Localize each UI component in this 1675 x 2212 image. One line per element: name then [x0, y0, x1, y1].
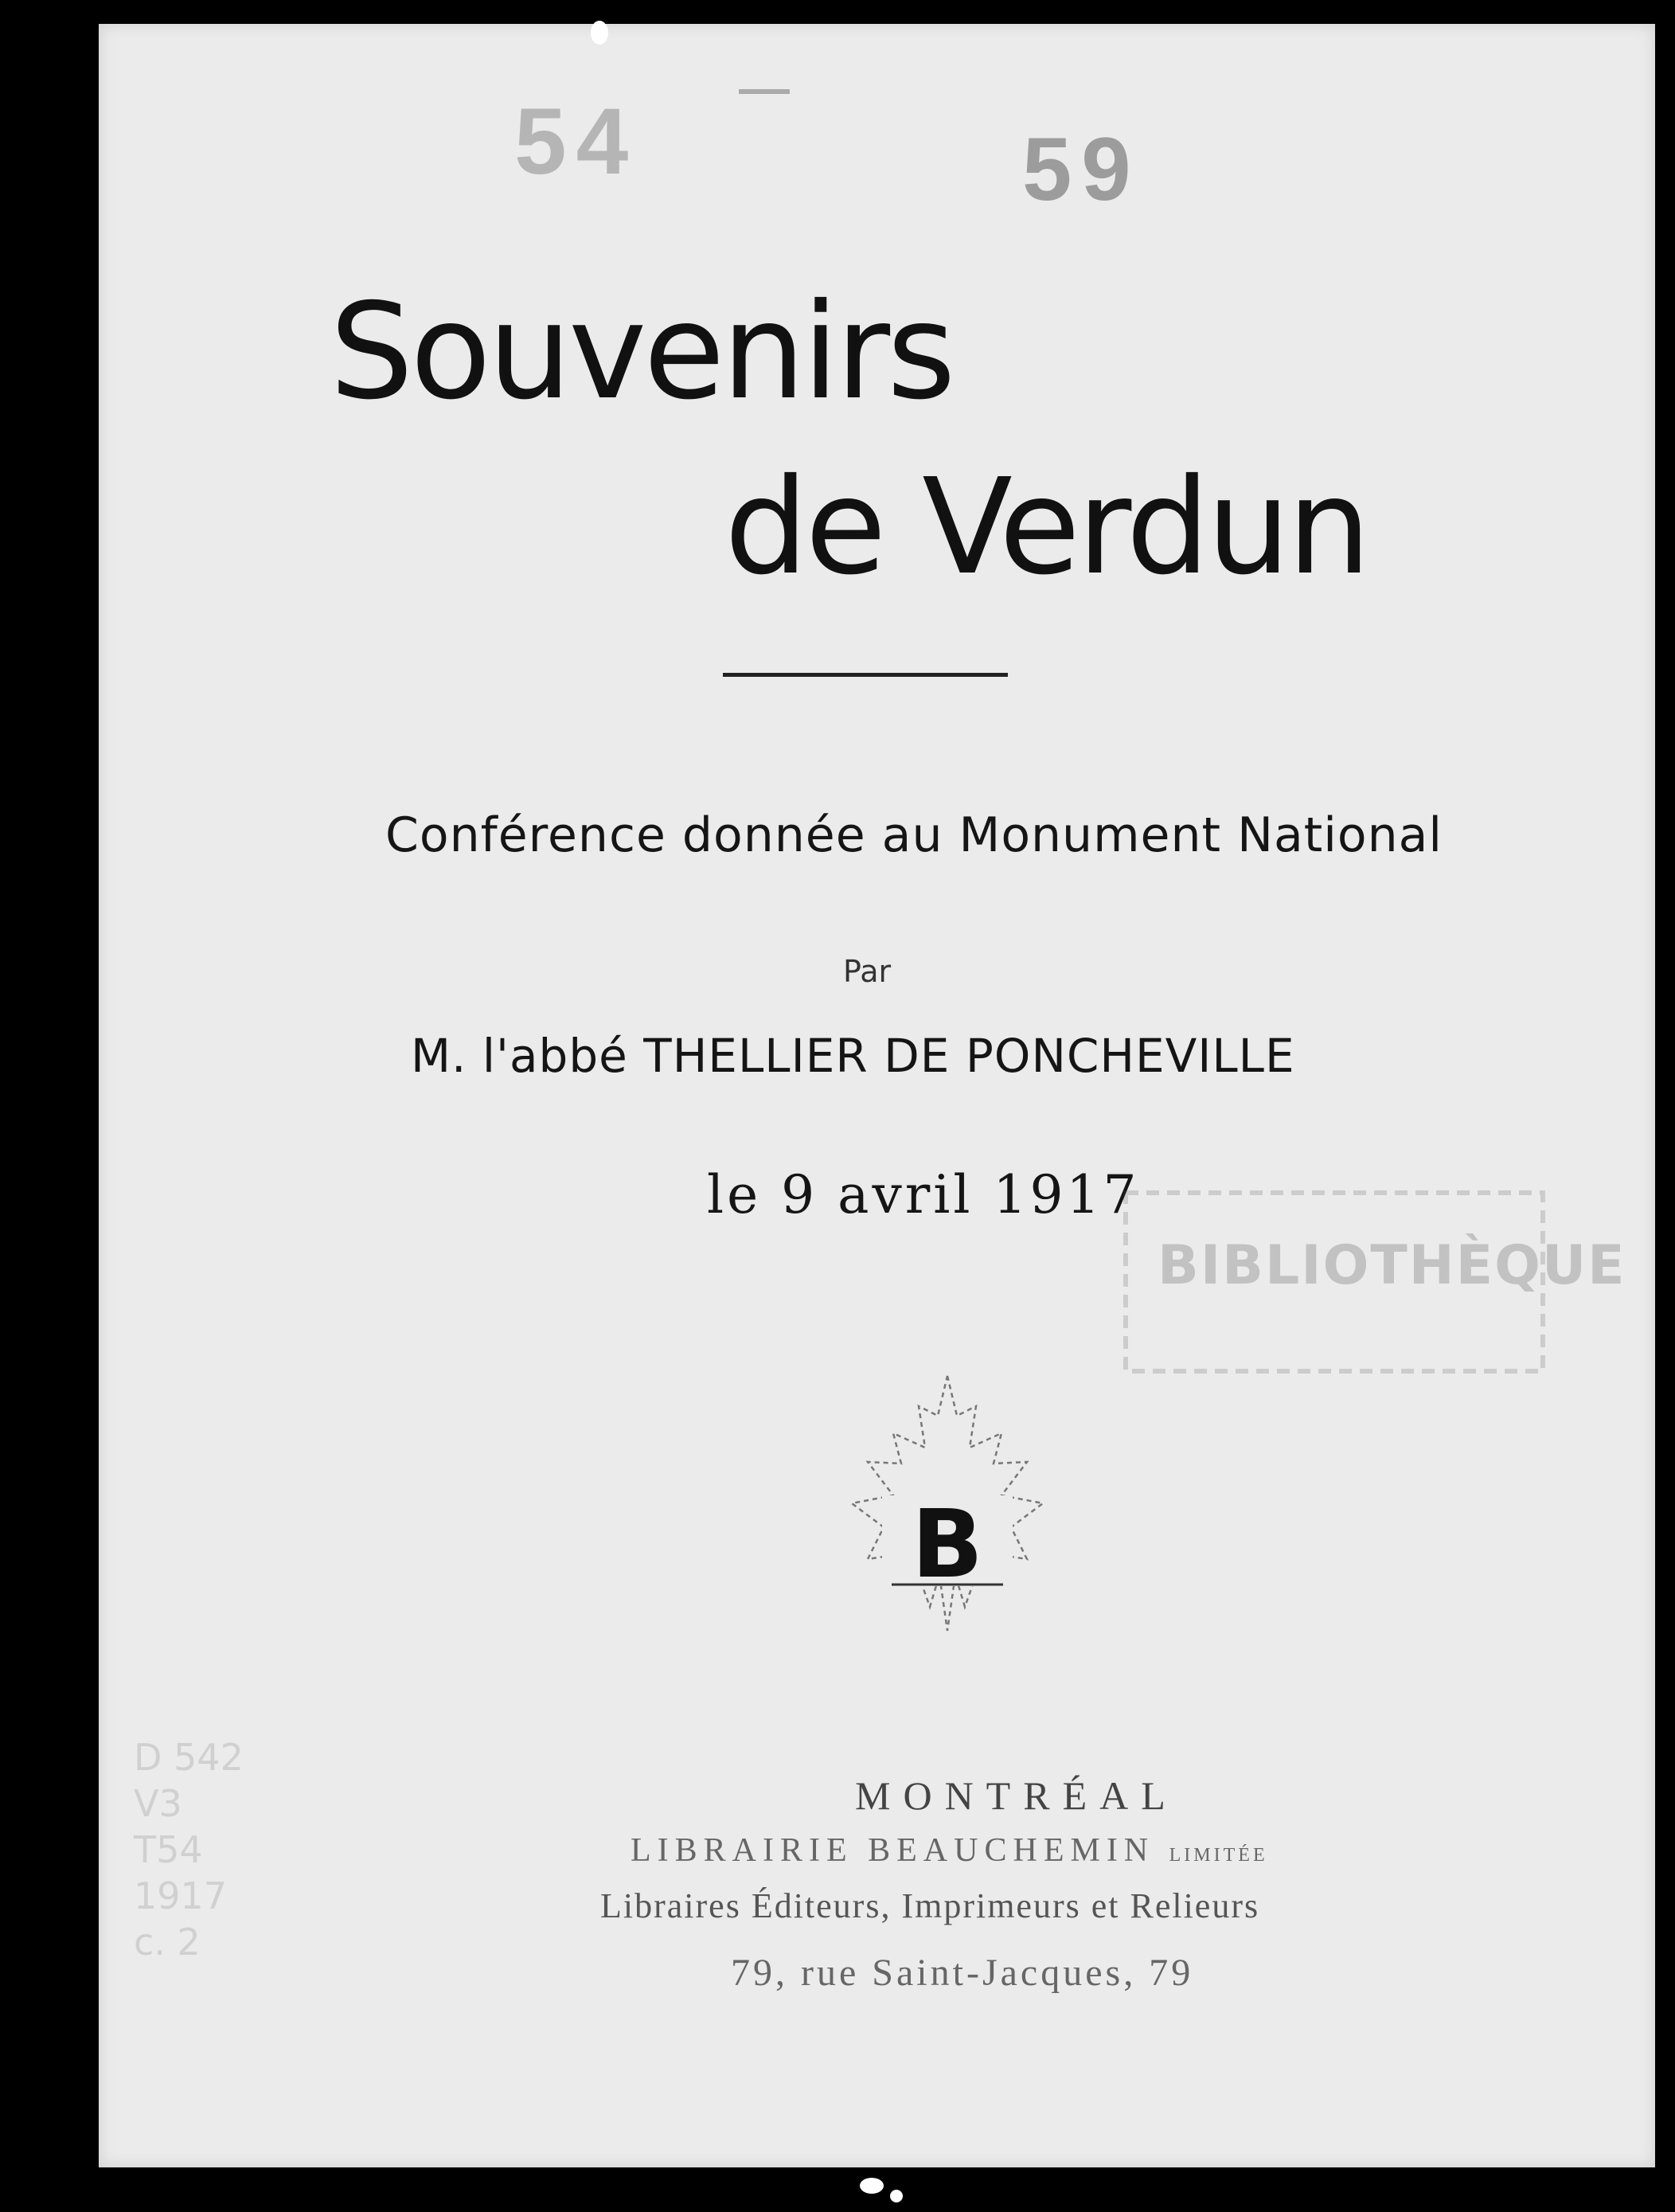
imprint-house-suffix: LIMITÉE — [1169, 1845, 1268, 1866]
accession-number-left: 54 — [514, 89, 638, 194]
accession-dash — [739, 89, 790, 94]
scan-artifact — [591, 21, 608, 45]
scan-artifact — [860, 2178, 884, 2194]
document-page — [99, 24, 1655, 2167]
title-line-2: de Verdun — [724, 451, 1369, 604]
imprint-city: MONTRÉAL — [855, 1773, 1178, 1818]
lecture-date: le 9 avril 1917 — [707, 1164, 1140, 1225]
byline-label: Par — [843, 954, 892, 989]
imprint-house-name: LIBRAIRIE BEAUCHEMIN — [631, 1832, 1155, 1869]
title-line-1: Souvenirs — [330, 276, 953, 429]
imprint-trades: Libraires Éditeurs, Imprimeurs et Relieurs — [600, 1886, 1260, 1925]
call-number-line: V3 — [134, 1782, 182, 1825]
scan-artifact — [890, 2190, 903, 2202]
imprint-address: 79, rue Saint-Jacques, 79 — [731, 1952, 1194, 1994]
call-number-line: c. 2 — [134, 1921, 201, 1964]
title-divider — [723, 673, 1008, 677]
call-number-line: 1917 — [134, 1874, 228, 1917]
publisher-letter: B — [912, 1489, 983, 1599]
maple-leaf-emblem-icon — [788, 1368, 1107, 1639]
author-name: M. l'abbé THELLIER DE PONCHEVILLE — [411, 1029, 1295, 1083]
call-number-line: T54 — [134, 1828, 203, 1871]
subtitle: Conférence donnée au Monument National — [385, 807, 1443, 863]
imprint-house — [631, 1831, 1268, 1870]
call-number-label — [134, 1734, 244, 1965]
accession-number-right: 59 — [1022, 119, 1141, 219]
call-number-line: D 542 — [134, 1736, 244, 1779]
library-stamp-text: BIBLIOTHÈQUE — [1158, 1234, 1626, 1297]
